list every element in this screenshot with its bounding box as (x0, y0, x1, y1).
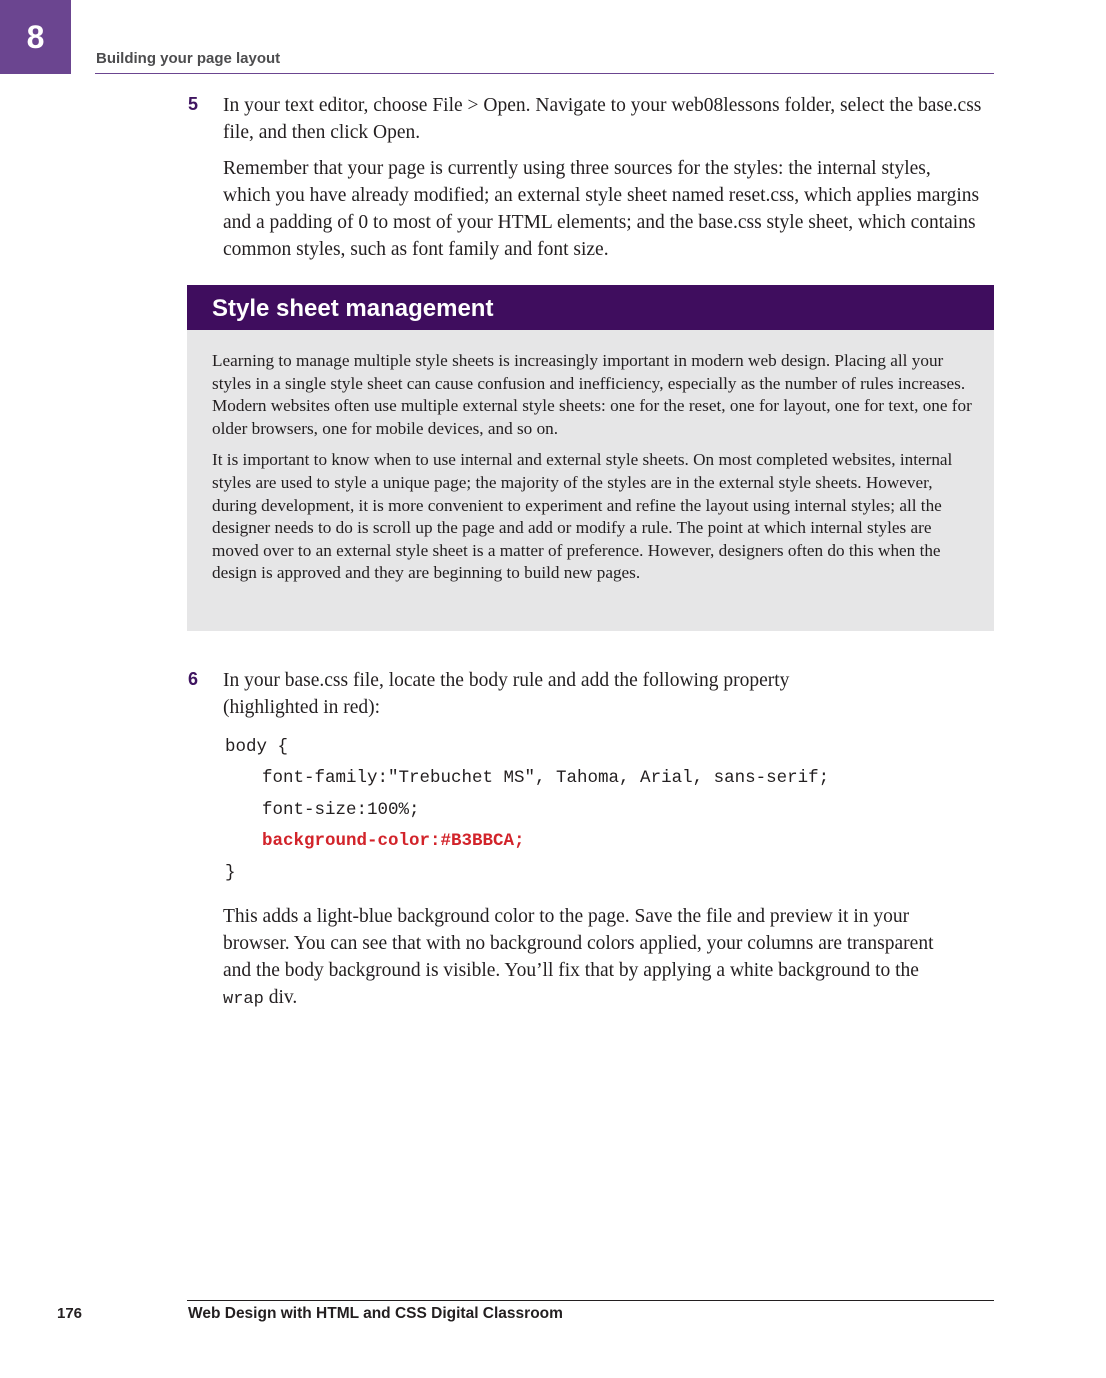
page-number: 176 (57, 1305, 83, 1322)
sidebar-paragraph: Learning to manage multiple style sheets is increasingly important in modern web design. Placing all your styles in a single style sheet can cause confusion and inefficiency, especially as the number of rules increases. Modern websites often use multiple external style sheets: one for the reset, one for layout, one for text, one for older browsers, one for mobile devices, and so on. (212, 351, 972, 438)
footer-rule (187, 1300, 994, 1301)
code-line: body { (225, 737, 289, 757)
step-5-paragraph: Remember that your page is currently using three sources for the styles: the internal styles, which you have already modified; an external style sheet named reset.css, which applies margins and a padding of 0 to most of your HTML elements; and the base.css style sheet, which contains common styles, such as font family and font size. (223, 158, 980, 260)
step-6-text: In your base.css file, locate the body rule and add the following property (highlighted in red): (223, 670, 790, 718)
code-line: font-family:"Trebuchet MS", Tahoma, Arial, sans-serif; (262, 768, 830, 788)
sidebar-title: Style sheet management (187, 285, 994, 330)
sidebar-paragraph: It is important to know when to use internal and external style sheets. On most completed websites, internal styles are used to style a unique page; the majority of the styles are in the external style sheets. However, during development, it is more convenient to experiment and refine the layout using internal styles; all the designer needs to do is scroll up the page and add or modify a rule. The point at which internal styles are moved over to an external style sheet is a matter of preference. However, designers often do this when the design is approved and they are beginning to build new pages. (212, 450, 953, 583)
code-line: } (225, 863, 236, 883)
inline-code: wrap (223, 990, 264, 1009)
step-6-after-text (223, 903, 963, 1013)
step-number: 6 (188, 669, 199, 689)
sidebar-box (187, 285, 994, 631)
step-number: 5 (188, 94, 199, 114)
book-title: Web Design with HTML and CSS Digital Classroom (188, 1305, 563, 1322)
chapter-tab: 8 (0, 0, 71, 74)
running-head: Building your page layout (96, 50, 281, 67)
after-text-post: div. (263, 987, 298, 1008)
sidebar-body (187, 330, 994, 585)
code-line-highlighted: background-color:#B3BBCA; (262, 831, 525, 851)
step-5-text: In your text editor, choose File > Open. Navigate to your web08lessons folder, select the base.css file, and then click Open. (223, 95, 982, 143)
after-text-pre: This adds a light-blue background color to the page. Save the file and preview it in your browser. You can see that with no background colors applied, your columns are transparent and the body background is visible. You’ll fix that by applying a white background to the (223, 906, 934, 981)
code-line: font-size:100%; (262, 800, 420, 820)
header-rule (95, 73, 994, 74)
